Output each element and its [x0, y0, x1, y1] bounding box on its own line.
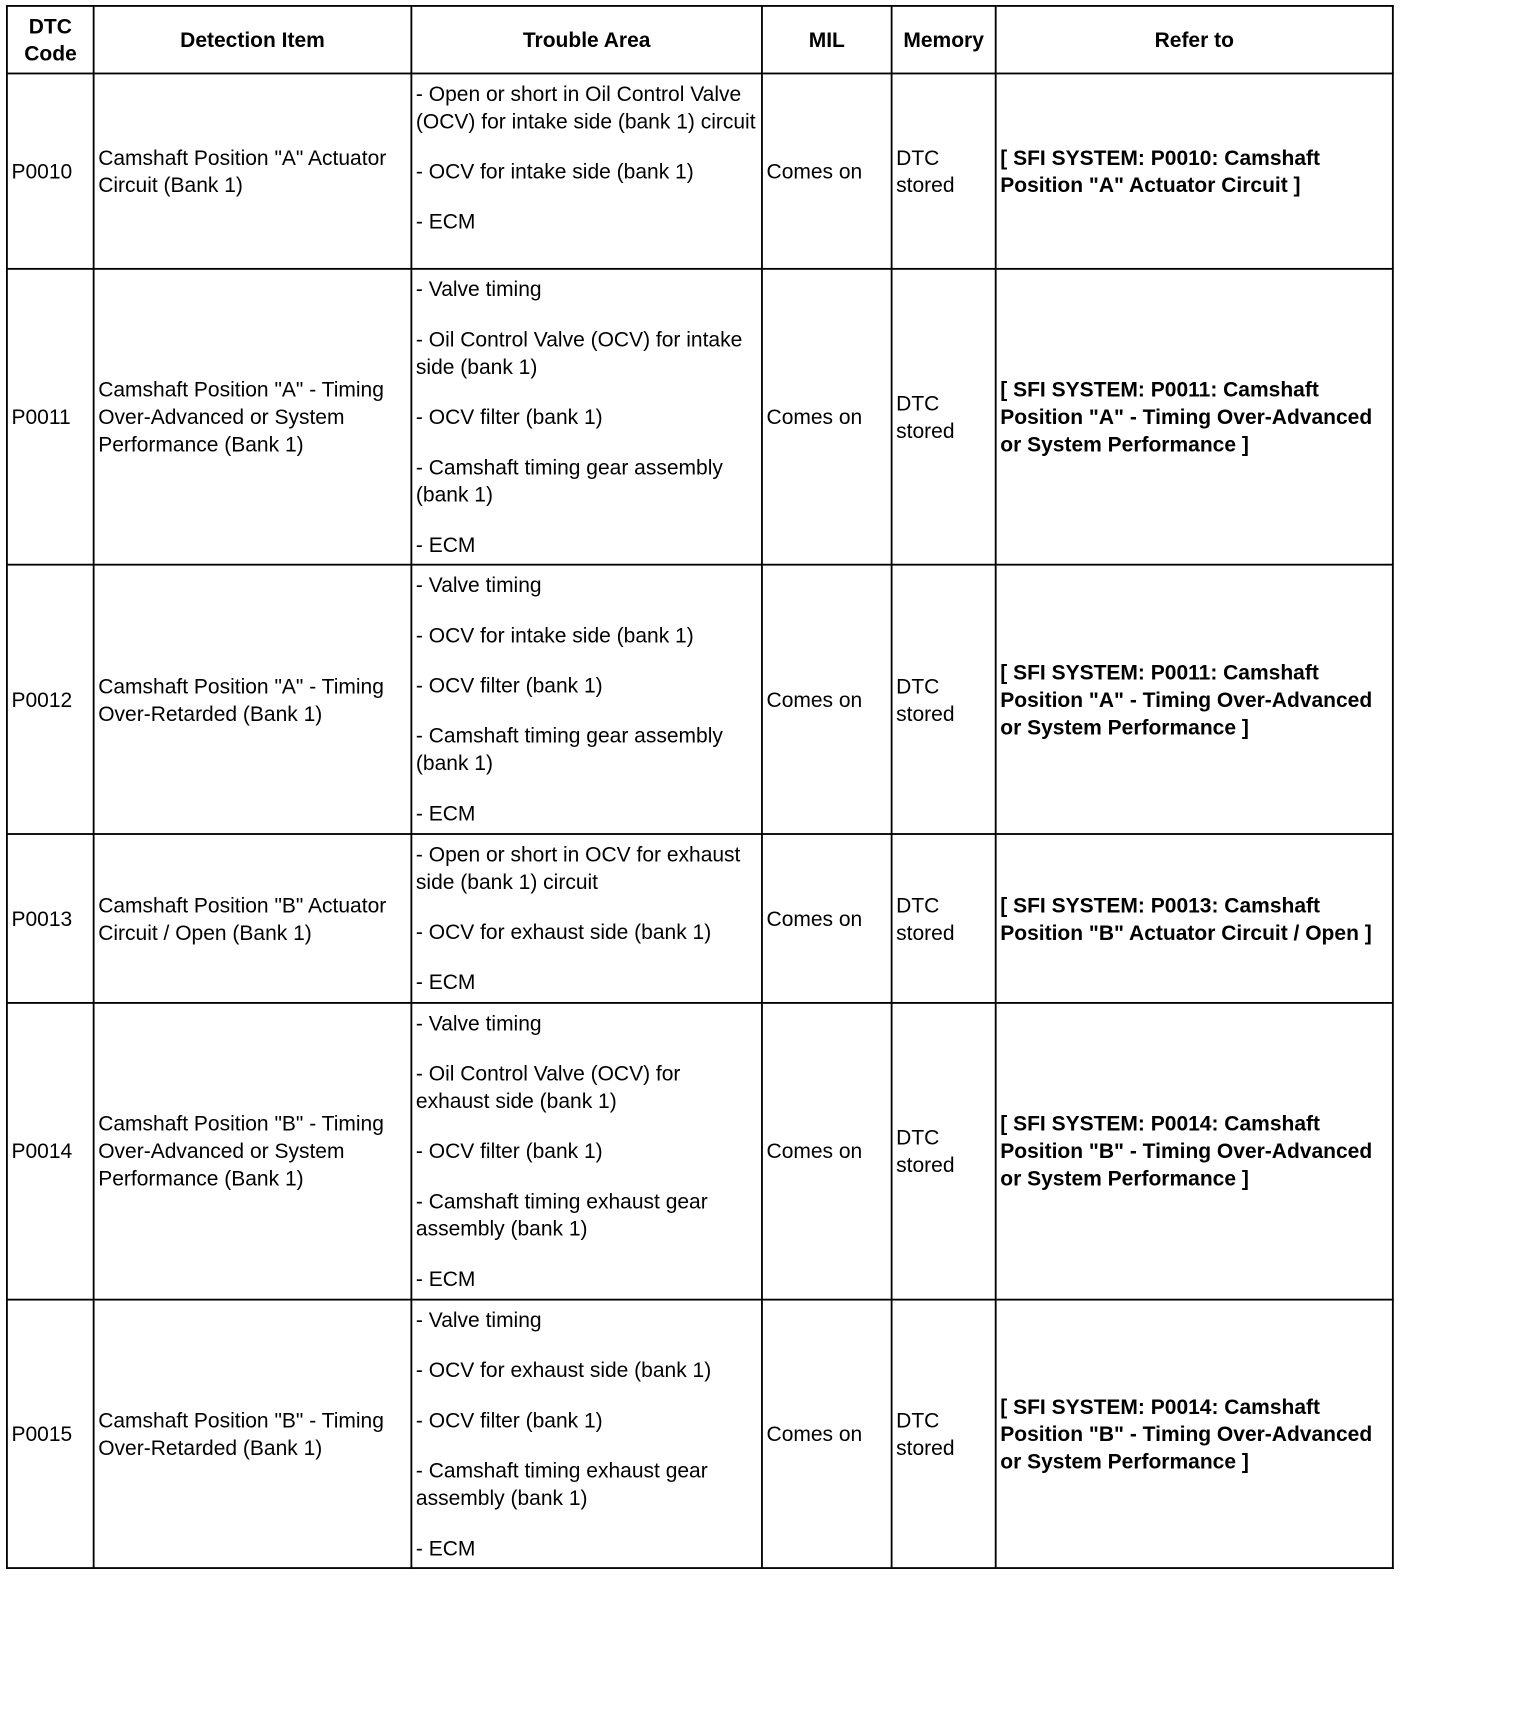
- refer-to-cell: [996, 1003, 1393, 1300]
- trouble-area-item: - Camshaft timing gear assembly (bank 1): [415, 455, 723, 507]
- table-body: [7, 73, 1393, 1568]
- refer-to-link[interactable]: [ SFI SYSTEM: P0011: Camshaft Position "A" - Timing Over-Advanced or System Performance ]: [1000, 377, 1373, 457]
- refer-to-cell: [996, 834, 1393, 1002]
- refer-to-link[interactable]: [ SFI SYSTEM: P0014: Camshaft Position "B" - Timing Over-Advanced or System Performance ]: [1000, 1111, 1373, 1191]
- table-row: [7, 1299, 1393, 1568]
- refer-to-cell: [996, 269, 1393, 565]
- dtc-code-cell: P0015: [7, 1299, 94, 1568]
- trouble-area-item: - ECM: [415, 970, 476, 995]
- table-row: [7, 269, 1393, 565]
- trouble-area-item: - OCV for intake side (bank 1): [415, 623, 694, 648]
- table-row: [7, 834, 1393, 1002]
- dtc-code-cell: P0013: [7, 834, 94, 1002]
- refer-to-link[interactable]: [ SFI SYSTEM: P0013: Camshaft Position "B" Actuator Circuit / Open ]: [1000, 892, 1372, 945]
- trouble-area-item: - Oil Control Valve (OCV) for intake side (bank 1): [415, 327, 743, 379]
- refer-to-cell: [996, 565, 1393, 834]
- header-memory: Memory: [892, 6, 996, 74]
- detection-item-cell: Camshaft Position "B" - Timing Over-Advanced or System Performance (Bank 1): [94, 1003, 412, 1300]
- dtc-table: [6, 5, 1394, 1569]
- header-detection-item: Detection Item: [94, 6, 412, 74]
- table-row: [7, 565, 1393, 834]
- trouble-area-item: - OCV filter (bank 1): [415, 1408, 603, 1432]
- trouble-area-item: - ECM: [415, 209, 476, 234]
- header-dtc-code: DTC Code: [7, 6, 94, 74]
- trouble-area-cell: [411, 73, 762, 268]
- trouble-area-cell: [411, 1299, 762, 1568]
- trouble-area-item: - ECM: [415, 1535, 476, 1560]
- trouble-area-cell: [411, 565, 762, 834]
- refer-to-link[interactable]: [ SFI SYSTEM: P0010: Camshaft Position "A" Actuator Circuit ]: [1000, 145, 1320, 197]
- table-row: [7, 1003, 1393, 1300]
- trouble-area-cell: [411, 834, 762, 1002]
- detection-item-cell: Camshaft Position "A" - Timing Over-Advanced or System Performance (Bank 1): [94, 269, 412, 565]
- memory-cell: DTC stored: [892, 73, 996, 268]
- detection-item-cell: Camshaft Position "B" Actuator Circuit / Open (Bank 1): [94, 834, 412, 1002]
- trouble-area-item: - OCV for exhaust side (bank 1): [415, 1357, 712, 1382]
- mil-cell: Comes on: [762, 1299, 892, 1568]
- header-refer-to: Refer to: [996, 6, 1393, 74]
- trouble-area-item: - OCV for exhaust side (bank 1): [415, 920, 712, 945]
- dtc-code-cell: P0014: [7, 1003, 94, 1300]
- trouble-area-item: - Oil Control Valve (OCV) for exhaust side (bank 1): [415, 1060, 681, 1113]
- memory-cell: DTC stored: [892, 1299, 996, 1568]
- mil-cell: Comes on: [762, 269, 892, 565]
- mil-cell: Comes on: [762, 565, 892, 834]
- detection-item-cell: Camshaft Position "A" Actuator Circuit (Bank 1): [94, 73, 412, 268]
- table-row: [7, 73, 1393, 268]
- trouble-area-item: - Camshaft timing exhaust gear assembly (bank 1): [415, 1188, 708, 1240]
- dtc-code-cell: P0012: [7, 565, 94, 834]
- header-row: [7, 6, 1393, 74]
- memory-cell: DTC stored: [892, 565, 996, 834]
- trouble-area-item: - Camshaft timing exhaust gear assembly (bank 1): [415, 1458, 708, 1510]
- trouble-area-item: - ECM: [415, 801, 476, 826]
- header-trouble-area: Trouble Area: [411, 6, 762, 74]
- trouble-area-item: - Open or short in OCV for exhaust side (bank 1) circuit: [415, 842, 741, 894]
- mil-cell: Comes on: [762, 73, 892, 268]
- trouble-area-item: - Valve timing: [415, 573, 542, 597]
- detection-item-cell: Camshaft Position "A" - Timing Over-Retarded (Bank 1): [94, 565, 412, 834]
- trouble-area-cell: [411, 1003, 762, 1300]
- trouble-area-item: - OCV for intake side (bank 1): [415, 159, 694, 184]
- trouble-area-item: - OCV filter (bank 1): [415, 405, 603, 429]
- dtc-code-cell: P0010: [7, 73, 94, 268]
- trouble-area-item: - ECM: [415, 532, 476, 557]
- refer-to-cell: [996, 1299, 1393, 1568]
- trouble-area-cell: [411, 269, 762, 565]
- trouble-area-item: - Valve timing: [415, 277, 542, 301]
- memory-cell: DTC stored: [892, 834, 996, 1002]
- mil-cell: Comes on: [762, 1003, 892, 1300]
- detection-item-cell: Camshaft Position "B" - Timing Over-Retarded (Bank 1): [94, 1299, 412, 1568]
- trouble-area-item: - Open or short in Oil Control Valve (OCV) for intake side (bank 1) circuit: [415, 81, 756, 133]
- refer-to-link[interactable]: [ SFI SYSTEM: P0014: Camshaft Position "B" - Timing Over-Advanced or System Performance ]: [1000, 1394, 1373, 1474]
- trouble-area-item: - Valve timing: [415, 1307, 542, 1332]
- trouble-area-item: - Valve timing: [415, 1010, 542, 1035]
- trouble-area-item: - OCV filter (bank 1): [415, 673, 603, 698]
- header-mil: MIL: [762, 6, 892, 74]
- refer-to-cell: [996, 73, 1393, 268]
- dtc-code-cell: P0011: [7, 269, 94, 565]
- mil-cell: Comes on: [762, 834, 892, 1002]
- trouble-area-item: - OCV filter (bank 1): [415, 1138, 603, 1163]
- memory-cell: DTC stored: [892, 1003, 996, 1300]
- trouble-area-item: - Camshaft timing gear assembly (bank 1): [415, 723, 723, 775]
- memory-cell: DTC stored: [892, 269, 996, 565]
- trouble-area-item: - ECM: [415, 1266, 476, 1291]
- refer-to-link[interactable]: [ SFI SYSTEM: P0011: Camshaft Position "A" - Timing Over-Advanced or System Performance ]: [1000, 660, 1373, 739]
